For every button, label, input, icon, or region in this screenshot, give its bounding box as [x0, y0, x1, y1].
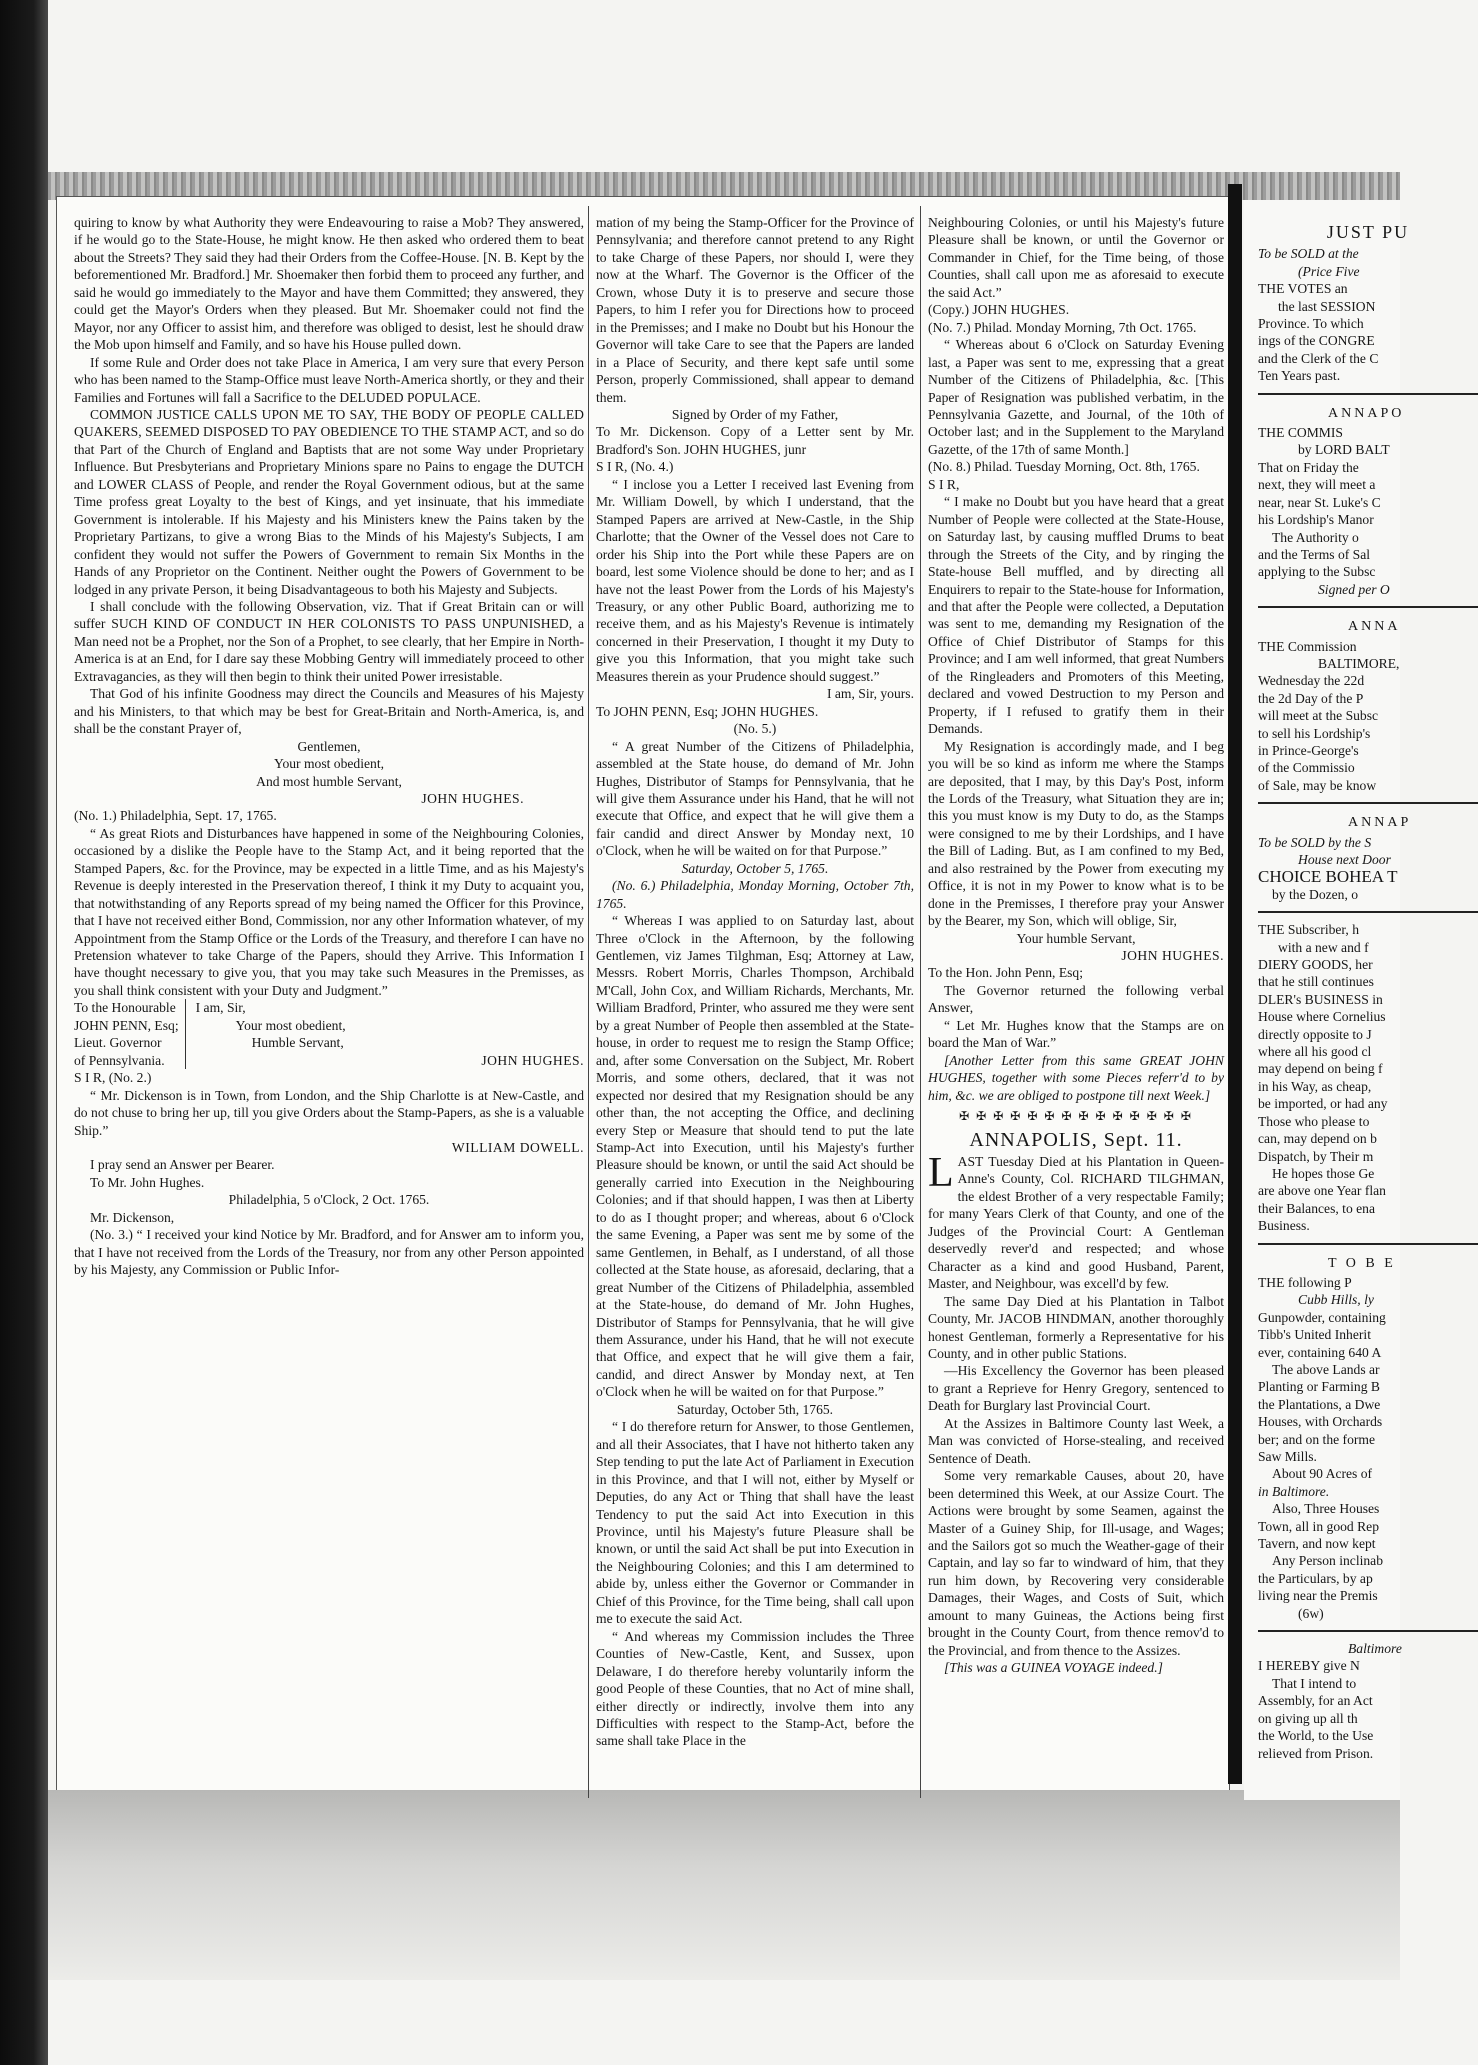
ad-line: applying to the Subsc — [1258, 564, 1376, 580]
ad-line: by LORD BALT — [1298, 442, 1390, 458]
ad-line: Ten Years past. — [1258, 368, 1341, 384]
signed-line: Signed by Order of my Father, — [671, 406, 839, 422]
paragraph: I shall conclude with the following Observation, viz. That if Great Britain can or will suffer SUCH KIND OF CONDUCT IN HER COLONISTS TO PASS UNPUNISHED, a Man need not be a Prophet, nor the Son of a Prophet, to see clearly, that her Empire in North-America is at an End, for I dare say these Mobbing Gentry will immediately proceed to other Extravagancies, as they will then begin to think their united Power irresistable. — [74, 598, 584, 684]
ad-line: and the Clerk of the C — [1258, 350, 1379, 366]
ad-line: Assembly, for an Act — [1258, 1693, 1373, 1709]
dateline: Philadelphia, 5 o'Clock, 2 Oct. 1765. — [228, 1192, 430, 1208]
ad-line: House next Door — [1298, 852, 1391, 867]
ad-line: Business. — [1258, 1218, 1310, 1234]
letter-heading: S I R, (No. 4.) — [596, 459, 674, 475]
ad-line: the World, to the Use — [1258, 1728, 1374, 1744]
ad-line: I HEREBY give N — [1258, 1658, 1360, 1674]
paragraph: COMMON JUSTICE CALLS UPON ME TO SAY, THE BODY OF PEOPLE CALLED QUAKERS, SEEMED DISPOSED TO PAY OBEDIENCE TO THE STAMP ACT, and so do that Part of the Church of England and Baptists that are not some Way under Proprietary Influence. But Presbyterians and Proprietary Minions spare no Pains to engage the DUTCH and LOWER CLASS of People, and render the Royal Government odious, but at the same Time profess great Loyalty to the best of Kings, and yet insinuate, that his immediate Government is intolerable. If his Majesty and his Ministers knew the Pains taken by the Proprietary Partizans, to give a wrong Bias to the Minds of his Majesty's Subjects, I am confident they would not suffer the Powers of Government to remain Six Months in the Hands of any Proprietor on the Continent. Neither ought the Powers of Government to be lodged in any private Person, it being Disadvantageous to both his Majesty and Subjects. — [74, 406, 584, 597]
adjacent-page — [1244, 200, 1412, 1800]
ad-line: DIERY GOODS, her — [1258, 957, 1373, 973]
address-line: of Pennsylvania. — [74, 1052, 165, 1068]
paragraph: The same Day Died at his Plantation in Talbot County, Mr. JACOB HINDMAN, another thoroughly honest Gentleman, formerly a Representative for his County, and in other public Stations. — [928, 1293, 1224, 1361]
ad-line: that he still continues — [1258, 974, 1374, 990]
closing-line: Your humble Servant, — [1016, 930, 1136, 946]
paragraph: Mr. Dickenson, — [90, 1209, 175, 1225]
ad-heading: ANNA — [1348, 619, 1401, 635]
ad-heading: T O B E — [1328, 1255, 1396, 1271]
ad-line: To be SOLD at the — [1258, 246, 1359, 262]
column-rule — [920, 206, 921, 1798]
ad-line: to sell his Lordship's — [1258, 725, 1371, 741]
paragraph: The Governor returned the following verbal Answer, — [928, 982, 1224, 1016]
ad-line: DLER's BUSINESS in — [1258, 991, 1383, 1007]
column-3 — [928, 214, 1224, 1794]
closing-line: I am, Sir, — [195, 1000, 246, 1016]
divider — [1258, 1243, 1478, 1245]
paragraph: “ I make no Doubt but you have heard that a great Number of People were collected at the State-House, on Saturday last, by causing muffled Drums to beat through the Streets of the City, and by ringing the State-house Bell muffled, and by directing all Enquirers to repair to the State-house for Information, and that after the People were collected, a Deputation was sent to me, demanding my Resignation of the Office of Chief Distributor of Stamps for this Province; and I am well informed, that great Numbers of the Ringleaders and Promoters of this Meeting, declared and vowed Destruction to my Person and Property, if I refused to gratify them in their Demands. — [928, 494, 1224, 737]
paragraph: Some very remarkable Causes, about 20, have been determined this Week, at our Assize Court. The Actions were brought by some Seamen, against the Master of a Guiney Ship, for Ill-usage, and Wages; and the Sailors got so much the Weather-gage of their Captain, and lay so far to windward of him, that they run him down, by Recovering very considerable Damages, their Wages, and Costs of Suit, which amount to many Guineas, the Actions being first brought in the County Court, from thence remov'd to the Provincial, and from thence to the Assizes. — [928, 1468, 1224, 1658]
ad-line: be imported, or had any — [1258, 1096, 1388, 1112]
gutter-bar — [1228, 184, 1242, 1784]
ad-line: Tibb's United Inherit — [1258, 1327, 1371, 1343]
letter-heading: (No. 1.) Philadelphia, Sept. 17, 1765. — [74, 808, 277, 824]
ad-line: Also, Three Houses — [1272, 1501, 1380, 1517]
ad-line: may depend on being f — [1258, 1061, 1383, 1077]
letter-heading: S I R, (No. 2.) — [74, 1070, 152, 1086]
ad-line: by the Dozen, o — [1272, 886, 1359, 902]
column-1 — [74, 214, 584, 1794]
address-block — [74, 999, 584, 1069]
ad-line: where all his good cl — [1258, 1044, 1372, 1060]
ad-line: He hopes those Ge — [1272, 1165, 1375, 1181]
ad-line: his Lordship's Manor — [1258, 512, 1374, 528]
ad-line: are above one Year flan — [1258, 1183, 1386, 1199]
letter-heading: (No. 6.) Philadelphia, Monday Morning, October 7th, 1765. — [596, 878, 914, 911]
ad-line: will meet at the Subsc — [1258, 708, 1379, 724]
paragraph: “ Whereas about 6 o'Clock on Saturday Evening last, a Paper was sent to me, expressing that a great Number of the Citizens of Philadelphia, &c. [This Paper of Resignation was published verbatim, in the Pennsylvania Gazette, and Journal, of the 10th of October last; and in the Supplement to the Maryland Gazette, of the 17th of same Month.] — [928, 337, 1224, 457]
paragraph: quiring to know by what Authority they were Endeavouring to raise a Mob? They answered, if he would go to the State-House, he might know. He then asked who ordered them to beat about the Streets? They said they had their Orders from the Coffee-House. [N. B. Kept by the beforementioned Mr. Bradford.] Mr. Shoemaker then forbid them to proceed any further, and said he would go immediately to the Mayor and have them Committed; they answered, they could get the Mayor's Orders when they pleased. But Mr. Shoemaker could not find the Mayor, nor any Officer to assist him, and therefore was obliged to desist, lest he should draw the Mob upon himself and Family, and so have his House pulled down. — [74, 215, 584, 353]
paragraph: That God of his infinite Goodness may direct the Councils and Measures of his Majesty and his Ministers, to that which may be best for Great-Britain and North-America, is, and shall be the constant Prayer of, — [74, 686, 584, 737]
closing-line: Humble Servant, — [251, 1035, 344, 1051]
page-bottom-shadow — [48, 1790, 1400, 1980]
ad-line: on giving up all th — [1258, 1710, 1358, 1726]
divider — [1258, 606, 1478, 608]
ad-line: About 90 Acres of — [1272, 1466, 1373, 1482]
divider — [1258, 393, 1478, 395]
closing-line: Your most obedient, — [273, 756, 385, 772]
ad-line: near, near St. Luke's C — [1258, 494, 1381, 510]
ad-line: THE COMMIS — [1258, 425, 1343, 441]
paragraph: If some Rule and Order does not take Place in America, I am very sure that every Person who has been named to the Stamp-Office must leave North-America shortly, or they and their Families and Fortunes will fall a Sacrifice to the DELUDED POPULACE. — [74, 354, 584, 405]
copy-note: To Mr. Dickenson. Copy of a Letter sent by Mr. Bradford's Son. JOHN HUGHES, junr — [596, 424, 914, 457]
paragraph: mation of my being the Stamp-Officer for the Province of Pennsylvania; and therefore cannot pretend to any Right to take Charge of these Papers, nor should I, were they now at the Wharf. The Governor is the Officer of the Crown, whose Duty it is to preserve and secure those Papers, to him I refer you for Directions how to proceed in the Premisses; and I make no Doubt but his Honour the Governor will take Care to see that the Papers are landed in a Place of Security, and there kept safe until some Person, properly Commissioned, shall appear to demand them. — [596, 215, 914, 405]
ad-line: That I intend to — [1272, 1675, 1357, 1691]
salutation: Gentlemen, — [297, 738, 361, 754]
closing-line: And most humble Servant, — [256, 773, 402, 789]
divider — [1258, 1630, 1478, 1632]
ad-line: the Particulars, by ap — [1258, 1570, 1373, 1586]
divider — [1258, 911, 1478, 913]
ad-line: and the Terms of Sal — [1258, 546, 1371, 562]
ad-line: Houses, with Orchards — [1258, 1414, 1383, 1430]
paragraph: (No. 3.) “ I received your kind Notice by Mr. Bradford, and for Answer am to inform you, that I have not received from the Lords of the Treasury, nor from any other Person appointed by his Majesty, any Commission or Public Infor- — [74, 1227, 584, 1278]
ad-line: THE Subscriber, h — [1258, 922, 1360, 938]
ad-line: in Prince-George's — [1258, 742, 1359, 758]
ad-line: (6w) — [1298, 1605, 1324, 1621]
ad-line: THE following P — [1258, 1274, 1352, 1290]
ad-line: BALTIMORE, — [1318, 655, 1400, 671]
ad-line: directly opposite to J — [1258, 1026, 1372, 1042]
ad-line: Town, all in good Rep — [1258, 1518, 1380, 1534]
ad-line: House where Cornelius — [1258, 1009, 1386, 1025]
ad-line: with a new and f — [1278, 939, 1369, 955]
paragraph: “ Whereas I was applied to on Saturday last, about Three o'Clock in the Afternoon, by the following Gentlemen, viz James Tilghman, Esq; Attorney at Law, Messrs. Robert Morris, Charles Thompson, Archibald M'Call, John Cox, and William Richards, Merchants, Mr. William Bradford, Printer, who assured me they were sent by a great Number of People then assembled at the State-house, in order to request me to resign the Stamp Office; and, after some Conversation on the Subject, Mr. Robert Morris, and some others, declared, that it was not expected nor desired that my Resignation should be any other than, the not accepting the Office, and declining every Step or Measure that should tend to put the late Stamp-Act into Execution, until his Majesty's further Pleasure should be known, or until the said Act should be generally carried into Execution in the Neighbouring Colonies; and if that should happen, I was then at Liberty to do as I thought proper; and whereas, about 6 o'Clock the same Evening, a Paper was sent me by some of the same Gentlemen, in Behalf, as I understand, of all those collected at the State house, as aforesaid, declaring, that a great Number of the Citizens of Philadelphia, assembled at the State-house, do demand of Mr. John Hughes, Distributor of Stamps for Pennsylvania, that he will give them Assurance, under his Hand, that he will not execute that Office, and expect that he will give them a fair, candid, and direct Answer by Monday next, at Ten o'Clock when he will be waited on for that Purpose.” — [596, 913, 914, 1400]
ad-line: Baltimore — [1348, 1641, 1402, 1657]
address-line: To JOHN PENN, Esq; JOHN HUGHES. — [596, 703, 819, 719]
address-line: JOHN PENN, Esq; — [74, 1017, 179, 1033]
divider — [1258, 802, 1478, 804]
ad-line: THE VOTES an — [1258, 281, 1348, 297]
ad-line: To be SOLD by the S — [1258, 834, 1372, 850]
quote: “ Let Mr. Hughes know that the Stamps are on board the Man of War.” — [928, 1017, 1224, 1051]
ad-line: Wednesday the 22d — [1258, 673, 1365, 689]
paragraph: “ I do therefore return for Answer, to those Gentlemen, and all their Associates, that I have not hitherto taken any Step tending to put the late Act of Parliament in Execution in this Province, and that I will not, either by Myself or Deputies, do any Act or Thing that shall have the least Tendency to put the said Act into Execution in this Province, until his Majesty's future Pleasure shall be known, or until the said Act shall be put into Execution in the Neighbouring Colonies; and this I am determined to abide by, unless either the Governor or Commander in Chief of this Province, for the Time being, shall call upon me to execute the said Act. — [596, 1419, 914, 1627]
editor-note: [Another Letter from this same GREAT JOHN HUGHES, together with some Pieces referr'd to by him, &c. we are obliged to postpone till next Week.] — [928, 1052, 1224, 1103]
ad-line: THE Commission — [1258, 638, 1357, 654]
dateline: Saturday, October 5th, 1765. — [676, 1401, 834, 1417]
paragraph: “ Mr. Dickenson is in Town, from London, and the Ship Charlotte is at New-Castle, and do not chuse to bring her up, till you give Orders about the Stamp-Papers, as she is a valuable Ship.” — [74, 1087, 584, 1138]
ad-heading: ANNAP — [1348, 815, 1412, 831]
signature: JOHN HUGHES. — [421, 790, 524, 806]
signature: WILLIAM DOWELL. — [451, 1140, 584, 1156]
letter-heading: (No. 7.) Philad. Monday Morning, 7th Oct. 1765. — [928, 319, 1197, 335]
address-line: To the Honourable — [74, 1000, 176, 1016]
section-dateline: ANNAPOLIS, Sept. 11. — [969, 1128, 1183, 1151]
ad-line: the Plantations, a Dwe — [1258, 1396, 1381, 1412]
ad-line: Tavern, and now kept — [1258, 1536, 1376, 1552]
paragraph: I pray send an Answer per Bearer. — [90, 1157, 275, 1173]
closing-line: Your most obedient, — [235, 1017, 346, 1033]
ad-line: in Baltimore. — [1258, 1483, 1330, 1499]
paragraph: Neighbouring Colonies, or until his Majesty's future Pleasure shall be known, or until the Governor or Commander in Chief, for the Time being, of those Counties, shall call upon me as aforesaid to execute the said Act.” — [928, 215, 1224, 300]
book-spine — [0, 0, 48, 2065]
ad-line: ever, containing 640 A — [1258, 1344, 1382, 1360]
paragraph: LAST Tuesday Died at his Plantation in Queen-Anne's County, Col. RICHARD TILGHMAN, the eldest Brother of a very respectable Family; for many Years Clerk of that County, and one of the Judges of the Provincial Court: A Gentleman deservedly rever'd and respected; and whose Character as a kind and good Husband, Parent, Master, and Neighbour, was excell'd by few. — [928, 1150, 1224, 1292]
signature: JOHN HUGHES. — [1121, 948, 1224, 964]
ad-line: Any Person inclinab — [1272, 1553, 1384, 1569]
ad-line: Signed per O — [1318, 581, 1390, 597]
paragraph: At the Assizes in Baltimore County last Week, a Man was convicted of Horse-stealing, and received Sentence of Death. — [928, 1415, 1224, 1466]
ad-line: in his Way, as cheap, — [1258, 1078, 1372, 1094]
letter-heading: (No. 5.) — [733, 721, 777, 737]
ad-line: living near the Premis — [1258, 1588, 1378, 1604]
paragraph: —His Excellency the Governor has been pleased to grant a Reprieve for Henry Gregory, sentenced to Death for Burglary last Provincial Court. — [928, 1363, 1224, 1414]
paragraph: “ As great Riots and Disturbances have happened in some of the Neighbouring Colonies, occasioned by a dislike the People have to the Stamp Act, and it being reported that the Stamped Papers, &c. for the Province, may be expected in a little Time, and as his Majesty's Revenue is deeply interested in the Preservation thereof, I think it my Duty to acquaint you, that notwithstanding of any Reports spread of my being named the Officer for this Province, that I have not received either Bond, Commission, nor any other Information whatever, of my Appointment from the Stamp Office or the Lords of the Treasury, and therefore I can have no Pretension whatever to take Charge of the Papers, should they Arrive. This Information I have thought necessary to give you, that you may take such Measures in the Premisses, as you shall think consistent with your Duty and Judgment.” — [74, 825, 584, 998]
address-line: Lieut. Governor — [74, 1035, 162, 1051]
ad-line: Cubb Hills, ly — [1298, 1292, 1374, 1308]
ad-line: of Sale, may be know — [1258, 777, 1377, 793]
paragraph: “ A great Number of the Citizens of Philadelphia, assembled at the State house, do demand of Mr. John Hughes, Distributor of Stamps for Pennsylvania, that he will give them Assurance under his Hand, that he will not execute that Office, and expect that he will give them a fair candid and direct Answer by Monday next, 10 o'Clock, when he will be waited on for that Purpose.” — [596, 738, 914, 859]
ad-line: of the Commissio — [1258, 760, 1355, 776]
ad-line: next, they will meet a — [1258, 477, 1376, 493]
dateline: Saturday, October 5, 1765. — [681, 860, 829, 876]
column-rule — [588, 206, 589, 1798]
ad-line: can, may depend on b — [1258, 1131, 1377, 1147]
ad-line: Those who please to — [1258, 1113, 1370, 1129]
ad-line: CHOICE BOHEA T — [1258, 867, 1398, 887]
ad-line: ber; and on the forme — [1258, 1431, 1376, 1447]
closing-line: I am, Sir, yours. — [826, 686, 914, 702]
ad-line: The Authority o — [1272, 529, 1359, 545]
drop-cap: L — [928, 1150, 954, 1197]
salutation: S I R, — [928, 476, 960, 492]
ad-line: The above Lands ar — [1272, 1361, 1380, 1377]
signature: JOHN HUGHES. — [481, 1052, 584, 1068]
ad-line: Planting or Farming B — [1258, 1379, 1380, 1395]
ad-line: Saw Mills. — [1258, 1449, 1317, 1464]
address-line: To the Hon. John Penn, Esq; — [928, 965, 1083, 981]
copy-note: (Copy.) JOHN HUGHES. — [928, 302, 1070, 318]
ad-line: That on Friday the — [1258, 459, 1359, 475]
paragraph: “ I inclose you a Letter I received last Evening from Mr. William Dowell, by which I understand, that the Stamped Papers are arrived at New-Castle, in the Ship Charlotte; that the Owner of the Vessel does not Care to order his Ship into the Port while these Papers are on board, lest some Violence should be done to her; and as I have not the least Power from the Lords of his Majesty's Treasury, or any other Public Board, authorizing me to receive them, and as his Majesty's Revenue is intimately concerned in their Preservation, I thought it my Duty to give you this Information, that you might take such Measures therein as your Prudence should suggest.” — [596, 476, 914, 684]
editor-note: [This was a GUINEA VOYAGE indeed.] — [944, 1660, 1163, 1676]
ad-line: the 2d Day of the P — [1258, 690, 1364, 706]
paragraph: To Mr. John Hughes. — [90, 1174, 205, 1190]
ad-line: (Price Five — [1298, 263, 1360, 279]
letter-heading: (No. 8.) Philad. Tuesday Morning, Oct. 8th, 1765. — [928, 459, 1200, 475]
paragraph: “ And whereas my Commission includes the Three Counties of New-Castle, Kent, and Sussex, upon Delaware, I do therefore hereby voluntarily inform the good People of these Counties, that no Act of mine shall, either directly or indirectly, involve them into any Difficulties with respect to the Stamp-Act, before the same shall take Place in the — [596, 1628, 914, 1749]
ad-line: Gunpowder, containing — [1258, 1309, 1386, 1325]
ad-heading: ANNAPO — [1328, 405, 1405, 421]
ad-line: Dispatch, by Their m — [1258, 1148, 1374, 1164]
ad-line: their Balances, to ena — [1258, 1200, 1376, 1216]
ad-line: relieved from Prison. — [1258, 1745, 1374, 1761]
ad-line: Province. To which — [1258, 316, 1364, 332]
column-2 — [596, 214, 914, 1794]
ad-heading: JUST PU — [1326, 222, 1410, 242]
ornament-divider: ✠ ✠ ✠ ✠ ✠ ✠ ✠ ✠ ✠ ✠ ✠ ✠ ✠ ✠ — [959, 1109, 1193, 1124]
ad-line: ings of the CONGRE — [1258, 333, 1375, 349]
ad-line: the last SESSION — [1278, 298, 1376, 314]
paragraph: My Resignation is accordingly made, and I beg you will be so kind as inform me where the Stamps are deposited, that I may, by this Day's Post, inform the Lords of the Treasury, what Situation they are in; this you must know is my Duty to do, as the Stamps were consigned to me by their Lordships, and I have the Bill of Lading. But, as I am confined to my Bed, and also restrained by the Power from executing my Office, it is not in my Power to know what is to be done in the Premisses, I therefore pray your Answer by the Bearer, my Son, which will oblige, Sir, — [928, 738, 1224, 929]
